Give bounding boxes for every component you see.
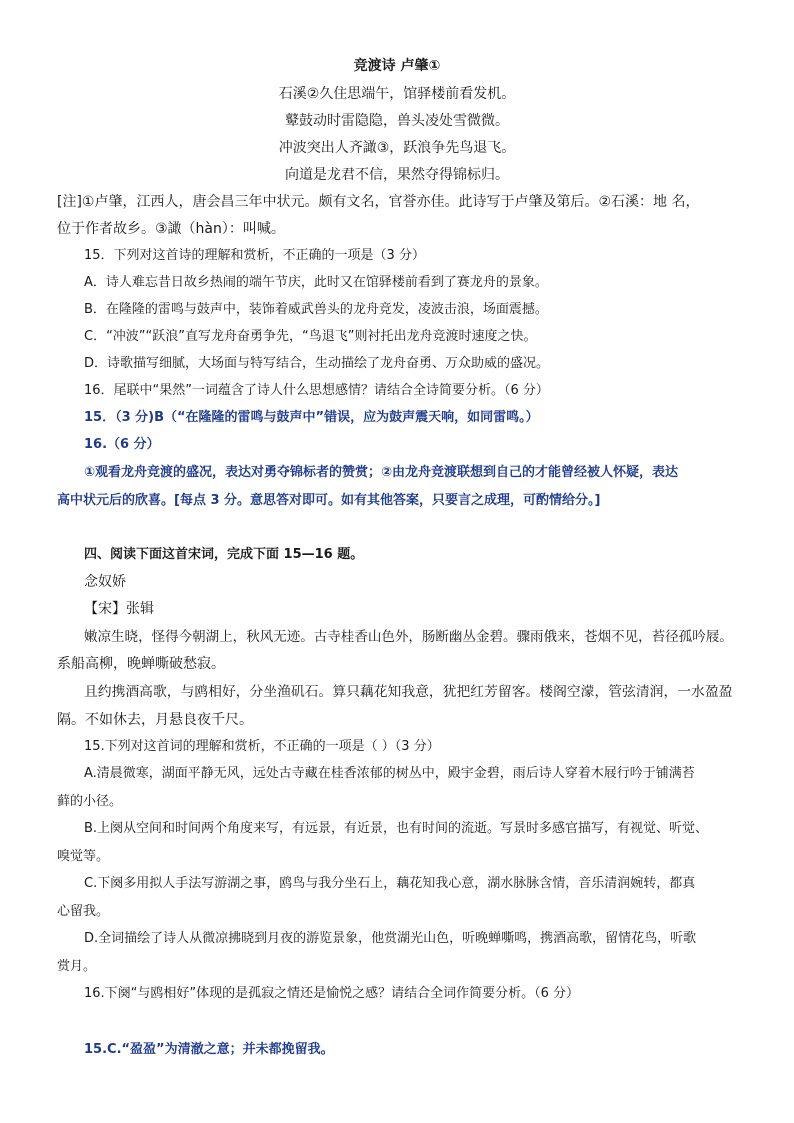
poem2-option-d-line-1: D.全词描绘了诗人从微凉拂晓到月夜的游览景象，他赏湖光山色，听晚蝉嘶鸣，携酒高歌，留情花鸟，听歌 [84, 931, 697, 946]
poem2-question-16: 16.下阕“与鸥相好”体现的是孤寂之情还是愉悦之感？请结合全词作简要分析。（6 分） [84, 986, 580, 1001]
poem2-option-b-line-2: 嗅觉等。 [57, 849, 110, 864]
poem2-option-d-line-2: 赏月。 [57, 959, 97, 974]
poem2-option-a-line-2: 藓的小径。 [57, 794, 123, 809]
poem2-question-15: 15.下列对这首词的理解和赏析，不正确的一项是（ ）（3 分） [84, 739, 440, 754]
poem1-option-b: B．在隆隆的雷鸣与鼓声中，装饰着威武兽头的龙舟竞发，凌波击浪，场面震撼。 [84, 302, 548, 317]
poem1-note-line-2: 位于作者故乡。③譀（hàn）：叫喊。 [57, 221, 285, 237]
poem2-answer-15: 15.C.“盈盈”为清澈之意；并未都挽留我。 [84, 1042, 334, 1057]
section-four-heading: 四、阅读下面这首宋词，完成下面 15—16 题。 [84, 547, 364, 562]
poem1-option-d: D．诗歌描写细腻，大场面与特写结合，生动描绘了龙舟奋勇、万众助威的盛况。 [84, 356, 550, 371]
poem2-option-c-line-1: C.下阕多用拟人手法写游湖之事，鸥鸟与我分坐石上，藕花知我心意，湖水脉脉含情，音乐清润婉转，都真 [84, 876, 696, 891]
poem2-stanza1-line-1: 嫩凉生晓，怪得今朝湖上，秋风无迹。古寺桂香山色外，肠断幽丛金碧。骤雨俄来，苍烟不见，苔径孤吟屐。 [84, 629, 733, 645]
poem1-line-1: 石溪②久住思端午，馆驿楼前看发机。 [278, 86, 516, 102]
poem1-line-4: 向道是龙君不信，果然夺得锦标归。 [285, 167, 509, 183]
poem1-option-a: A．诗人难忘昔日故乡热闹的端午节庆，此时又在馆驿楼前看到了赛龙舟的景象。 [84, 275, 548, 290]
poem2-option-a-line-1: A.清晨微寒，湖面平静无风，远处古寺藏在桂香浓郁的树丛中，殿宇金碧，雨后诗人穿着木屐行吟于铺满苔 [84, 766, 695, 781]
poem1-title: 竞渡诗 卢肇① [353, 58, 441, 74]
poem1-answer-15: 15．（3 分)B（“在隆隆的雷鸣与鼓声中”错误，应为鼓声震天响，如同雷鸣。） [84, 410, 539, 425]
poem2-author: 【宋】张辑 [84, 601, 154, 617]
poem1-option-c: C．“冲波”“跃浪”直写龙舟奋勇争先，“鸟退飞”则衬托出龙舟竞渡时速度之快。 [84, 329, 537, 344]
poem2-option-c-line-2: 心留我。 [57, 904, 110, 919]
poem1-answer-16-line-2: 高中状元后的欣喜。[每点 3 分。意思答对即可。如有其他答案，只要言之成理，可酌情给分。] [57, 493, 601, 508]
poem2-stanza2-line-1: 且约携酒高歌，与鸥相好，分坐渔矶石。算只藕花知我意，犹把红芳留客。楼阁空濛，管弦清润，一水盈盈 [84, 684, 733, 700]
poem2-stanza2-line-2: 隔。不如休去，月悬良夜千尺。 [57, 712, 253, 728]
poem1-question-15: 15．下列对这首诗的理解和赏析，不正确的一项是（3 分） [84, 248, 425, 263]
poem1-note-line-1: [注]①卢肇，江西人，唐会昌三年中状元。颇有文名，官誉亦佳。此诗写于卢肇及第后。②石溪：地 名， [57, 194, 700, 210]
poem1-line-3: 冲波突出人齐譀③，跃浪争先鸟退飞。 [278, 140, 516, 156]
poem1-answer-16-heading: 16.（6 分） [84, 437, 160, 452]
poem2-title: 念奴娇 [84, 574, 126, 590]
poem2-stanza1-line-2: 系船高柳，晚蝉嘶破愁寂。 [57, 656, 225, 672]
poem1-question-16: 16．尾联中“果然”一词蕴含了诗人什么思想感情？请结合全诗简要分析。（6 分） [84, 383, 549, 398]
poem1-answer-16-line-1: ①观看龙舟竞渡的盛况，表达对勇夺锦标者的赞赏；②由龙舟竞渡联想到自己的才能曾经被人怀疑，表达 [84, 465, 679, 480]
poem2-option-b-line-1: B.上阕从空间和时间两个角度来写，有远景，有近景，也有时间的流逝。写景时多感官描写，有视觉、听觉、 [84, 821, 709, 836]
poem1-line-2: 鼙鼓动时雷隐隐，兽头凌处雪微微。 [285, 113, 509, 129]
